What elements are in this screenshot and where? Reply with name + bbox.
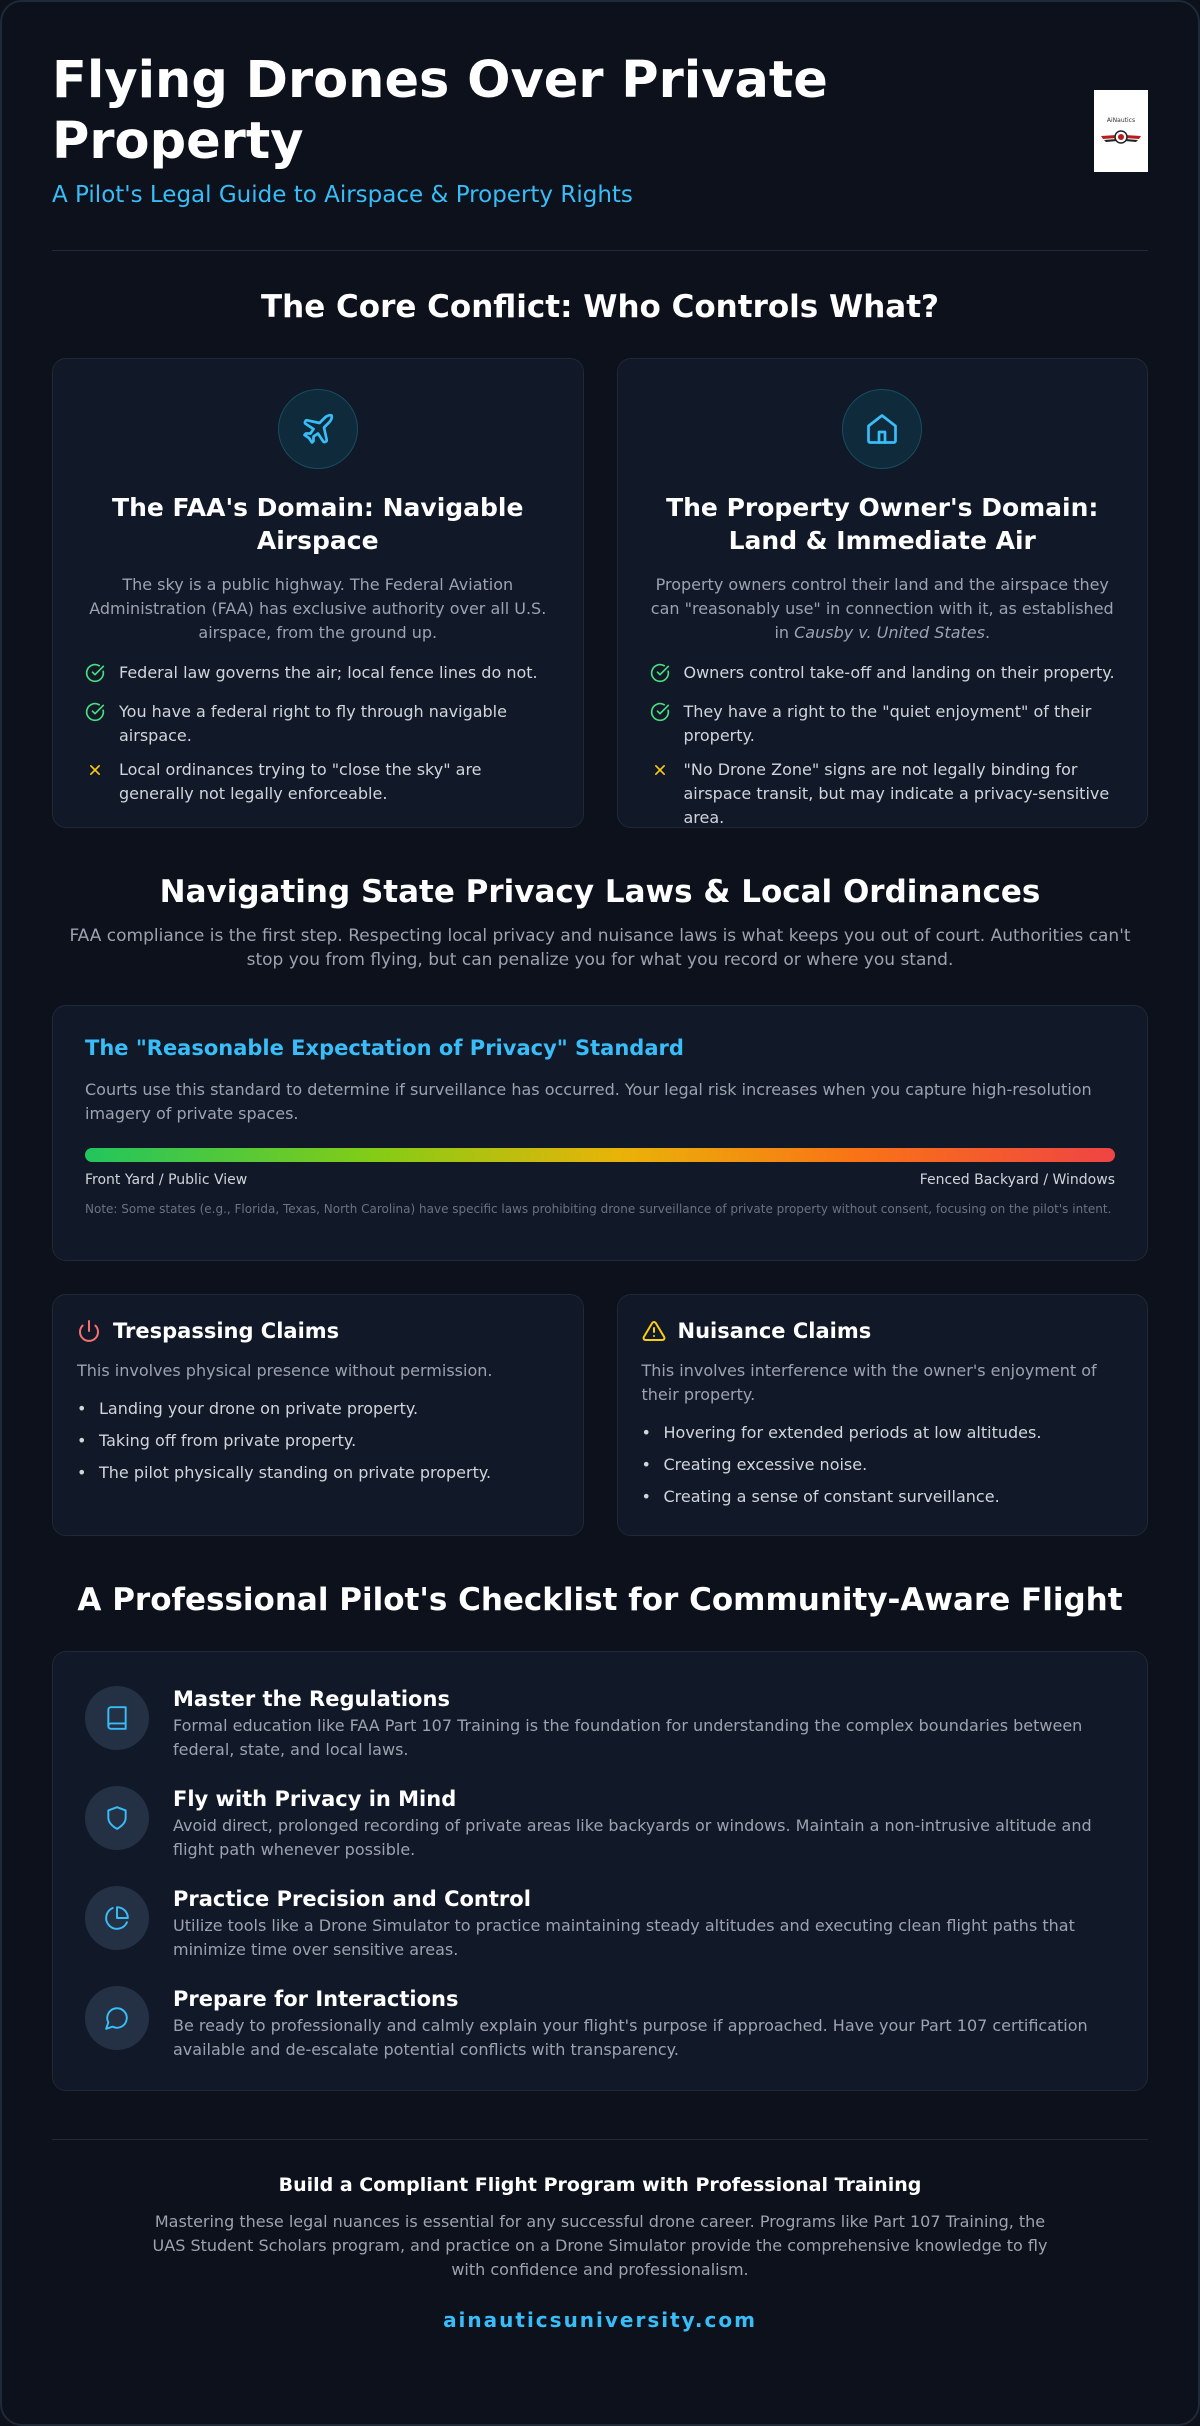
- book-icon: [85, 1686, 149, 1750]
- power-icon: [77, 1319, 101, 1343]
- trespass-title: Trespassing Claims: [113, 1319, 340, 1343]
- privacy-standard-card: [52, 1005, 1148, 1261]
- trespass-list: [77, 1397, 559, 1485]
- faa-point-text: Local ordinances trying to "close the sky" are generally not legally enforceable.: [119, 760, 482, 803]
- footer-text: Mastering these legal nuances is essential for any successful drone career. Programs like Part 107 Training, the UAS Student Scholars program, and practice on a Drone Simulator provide the comprehensive knowledge to fly with confidence and professionalism.: [152, 2212, 1048, 2279]
- list-item: [85, 661, 551, 690]
- high-risk-label: Fenced Backyard / Windows: [919, 1172, 1115, 1188]
- footer-title: Build a Compliant Flight Program with Professional Training: [278, 2174, 922, 2196]
- checklist-item-title: Practice Precision and Control: [173, 1887, 531, 1911]
- logo-wings-icon: [1099, 128, 1143, 146]
- nuisance-list: [642, 1421, 1124, 1509]
- nuisance-card: [617, 1294, 1149, 1536]
- case-citation: Causby v. United States: [794, 623, 985, 642]
- domain-row: [52, 358, 1148, 828]
- check-icon: [650, 661, 672, 690]
- list-item: • Hovering for extended periods at low altitudes.: [642, 1421, 1124, 1445]
- list-item: • Creating a sense of constant surveillance.: [642, 1485, 1124, 1509]
- pie-chart-icon: [85, 1886, 149, 1950]
- checklist-item-title: Prepare for Interactions: [173, 1987, 459, 2011]
- checklist-item-title: Master the Regulations: [173, 1687, 450, 1711]
- nuisance-header: [642, 1319, 1124, 1343]
- footer: [52, 2174, 1148, 2332]
- checklist-item-description: Formal education like FAA Part 107 Training is the foundation for understanding the complex boundaries between federal, state, and local laws.: [173, 1716, 1083, 1759]
- checklist-card: [52, 1651, 1148, 2091]
- standard-title: The "Reasonable Expectation of Privacy" Standard: [85, 1036, 684, 1060]
- owner-desc-end: .: [984, 623, 991, 642]
- faa-domain-title: The FAA's Domain: Navigable Airspace: [112, 493, 524, 555]
- message-icon: [85, 1986, 149, 2050]
- checklist-item-body: [173, 1886, 1115, 1986]
- privacy-risk-bar: [85, 1148, 1115, 1162]
- faa-points: [85, 661, 551, 806]
- standard-note: Note: Some states (e.g., Florida, Texas, North Carolina) have specific laws prohibiting drone surveillance of private property without consent, focusing on the pilot's intent.: [85, 1202, 1112, 1216]
- standard-description: Courts use this standard to determine if surveillance has occurred. Your legal risk increases when you capture high-resolution imagery of private spaces.: [85, 1080, 1092, 1123]
- checklist-item-description: Be ready to professionally and calmly explain your flight's purpose if approached. Have your Part 107 certification available and de-escalate potential conflicts with transparency.: [173, 2016, 1088, 2059]
- faa-domain-card: [52, 358, 584, 828]
- owner-domain-title: The Property Owner's Domain: Land & Immediate Air: [666, 493, 1099, 555]
- checklist-item-body: [173, 1986, 1115, 2086]
- trespass-card: [52, 1294, 584, 1536]
- owner-domain-card: [617, 358, 1149, 828]
- checklist-item: [85, 1786, 1115, 1886]
- checklist-item: [85, 1986, 1115, 2086]
- owner-desc-text: Property owners control their land and the airspace they can "reasonably use" in connection with it, as established in: [650, 575, 1114, 642]
- faa-point-text: Federal law governs the air; local fence lines do not.: [119, 663, 538, 682]
- low-risk-label: Front Yard / Public View: [85, 1172, 248, 1188]
- owner-domain-description: [650, 573, 1116, 645]
- check-icon: [85, 661, 107, 690]
- owner-point-text: "No Drone Zone" signs are not legally binding for airspace transit, but may indicate a privacy-sensitive area.: [683, 760, 1110, 827]
- bar-labels: [85, 1172, 1115, 1188]
- warning-icon: [642, 1319, 666, 1343]
- owner-icon-circle: [842, 389, 922, 469]
- list-item: [85, 700, 551, 748]
- checklist-item-description: Avoid direct, prolonged recording of private areas like backyards or windows. Maintain a non-intrusive altitude and flight path whenever possible.: [173, 1816, 1092, 1859]
- footer-link[interactable]: ainauticsuniversity.com: [443, 2308, 757, 2332]
- list-item: [650, 661, 1116, 690]
- owner-points: [650, 661, 1116, 830]
- page-title: Flying Drones Over Private Property: [52, 51, 828, 171]
- nuisance-title: Nuisance Claims: [677, 1319, 872, 1343]
- x-icon: [650, 758, 672, 830]
- list-item: • Taking off from private property.: [77, 1429, 559, 1453]
- check-icon: [650, 700, 672, 748]
- faa-point-text: You have a federal right to fly through navigable airspace.: [119, 702, 507, 745]
- checklist-item-description: Utilize tools like a Drone Simulator to practice maintaining steady altitudes and executing clean flight paths that minimize time over sensitive areas.: [173, 1916, 1075, 1959]
- list-item: • Landing your drone on private property.: [77, 1397, 559, 1421]
- checklist-item-body: [173, 1786, 1115, 1886]
- header: [52, 50, 1148, 250]
- nuisance-description: This involves interference with the owner's enjoyment of their property.: [641, 1361, 1097, 1404]
- footer-divider: [52, 2139, 1148, 2140]
- plane-icon: [300, 411, 336, 447]
- privacy-heading: Navigating State Privacy Laws & Local Ordinances: [159, 874, 1041, 910]
- x-icon: [85, 758, 107, 806]
- list-item: • The pilot physically standing on private property.: [77, 1461, 559, 1485]
- header-divider: [52, 250, 1148, 251]
- logo: [1094, 90, 1148, 172]
- trespass-header: [77, 1319, 559, 1343]
- page-subtitle: A Pilot's Legal Guide to Airspace & Property Rights: [52, 182, 633, 208]
- logo-text: AiNautics: [1106, 116, 1136, 124]
- shield-icon: [85, 1786, 149, 1850]
- list-item: • Creating excessive noise.: [642, 1453, 1124, 1477]
- claims-row: [52, 1294, 1148, 1536]
- checklist-item-body: [173, 1686, 1115, 1786]
- faa-domain-description: The sky is a public highway. The Federal Aviation Administration (FAA) has exclusive authority over all U.S. airspace, from the ground up.: [89, 575, 547, 642]
- checklist-item: [85, 1886, 1115, 1986]
- trespass-description: This involves physical presence without permission.: [77, 1361, 493, 1380]
- list-item: [650, 758, 1116, 830]
- checklist-heading: A Professional Pilot's Checklist for Community-Aware Flight: [77, 1582, 1123, 1618]
- core-conflict-heading: The Core Conflict: Who Controls What?: [260, 289, 940, 325]
- owner-point-text: They have a right to the "quiet enjoyment" of their property.: [683, 702, 1092, 745]
- list-item: [650, 700, 1116, 748]
- check-icon: [85, 700, 107, 748]
- list-item: [85, 758, 551, 806]
- faa-icon-circle: [278, 389, 358, 469]
- owner-point-text: Owners control take-off and landing on their property.: [683, 663, 1115, 682]
- home-icon: [864, 411, 900, 447]
- privacy-subtext: FAA compliance is the first step. Respecting local privacy and nuisance laws is what keeps you out of court. Authorities can't stop you from flying, but can penalize you for what you record or where you stand.: [69, 926, 1131, 970]
- checklist-item-title: Fly with Privacy in Mind: [173, 1787, 457, 1811]
- checklist-item: [85, 1686, 1115, 1786]
